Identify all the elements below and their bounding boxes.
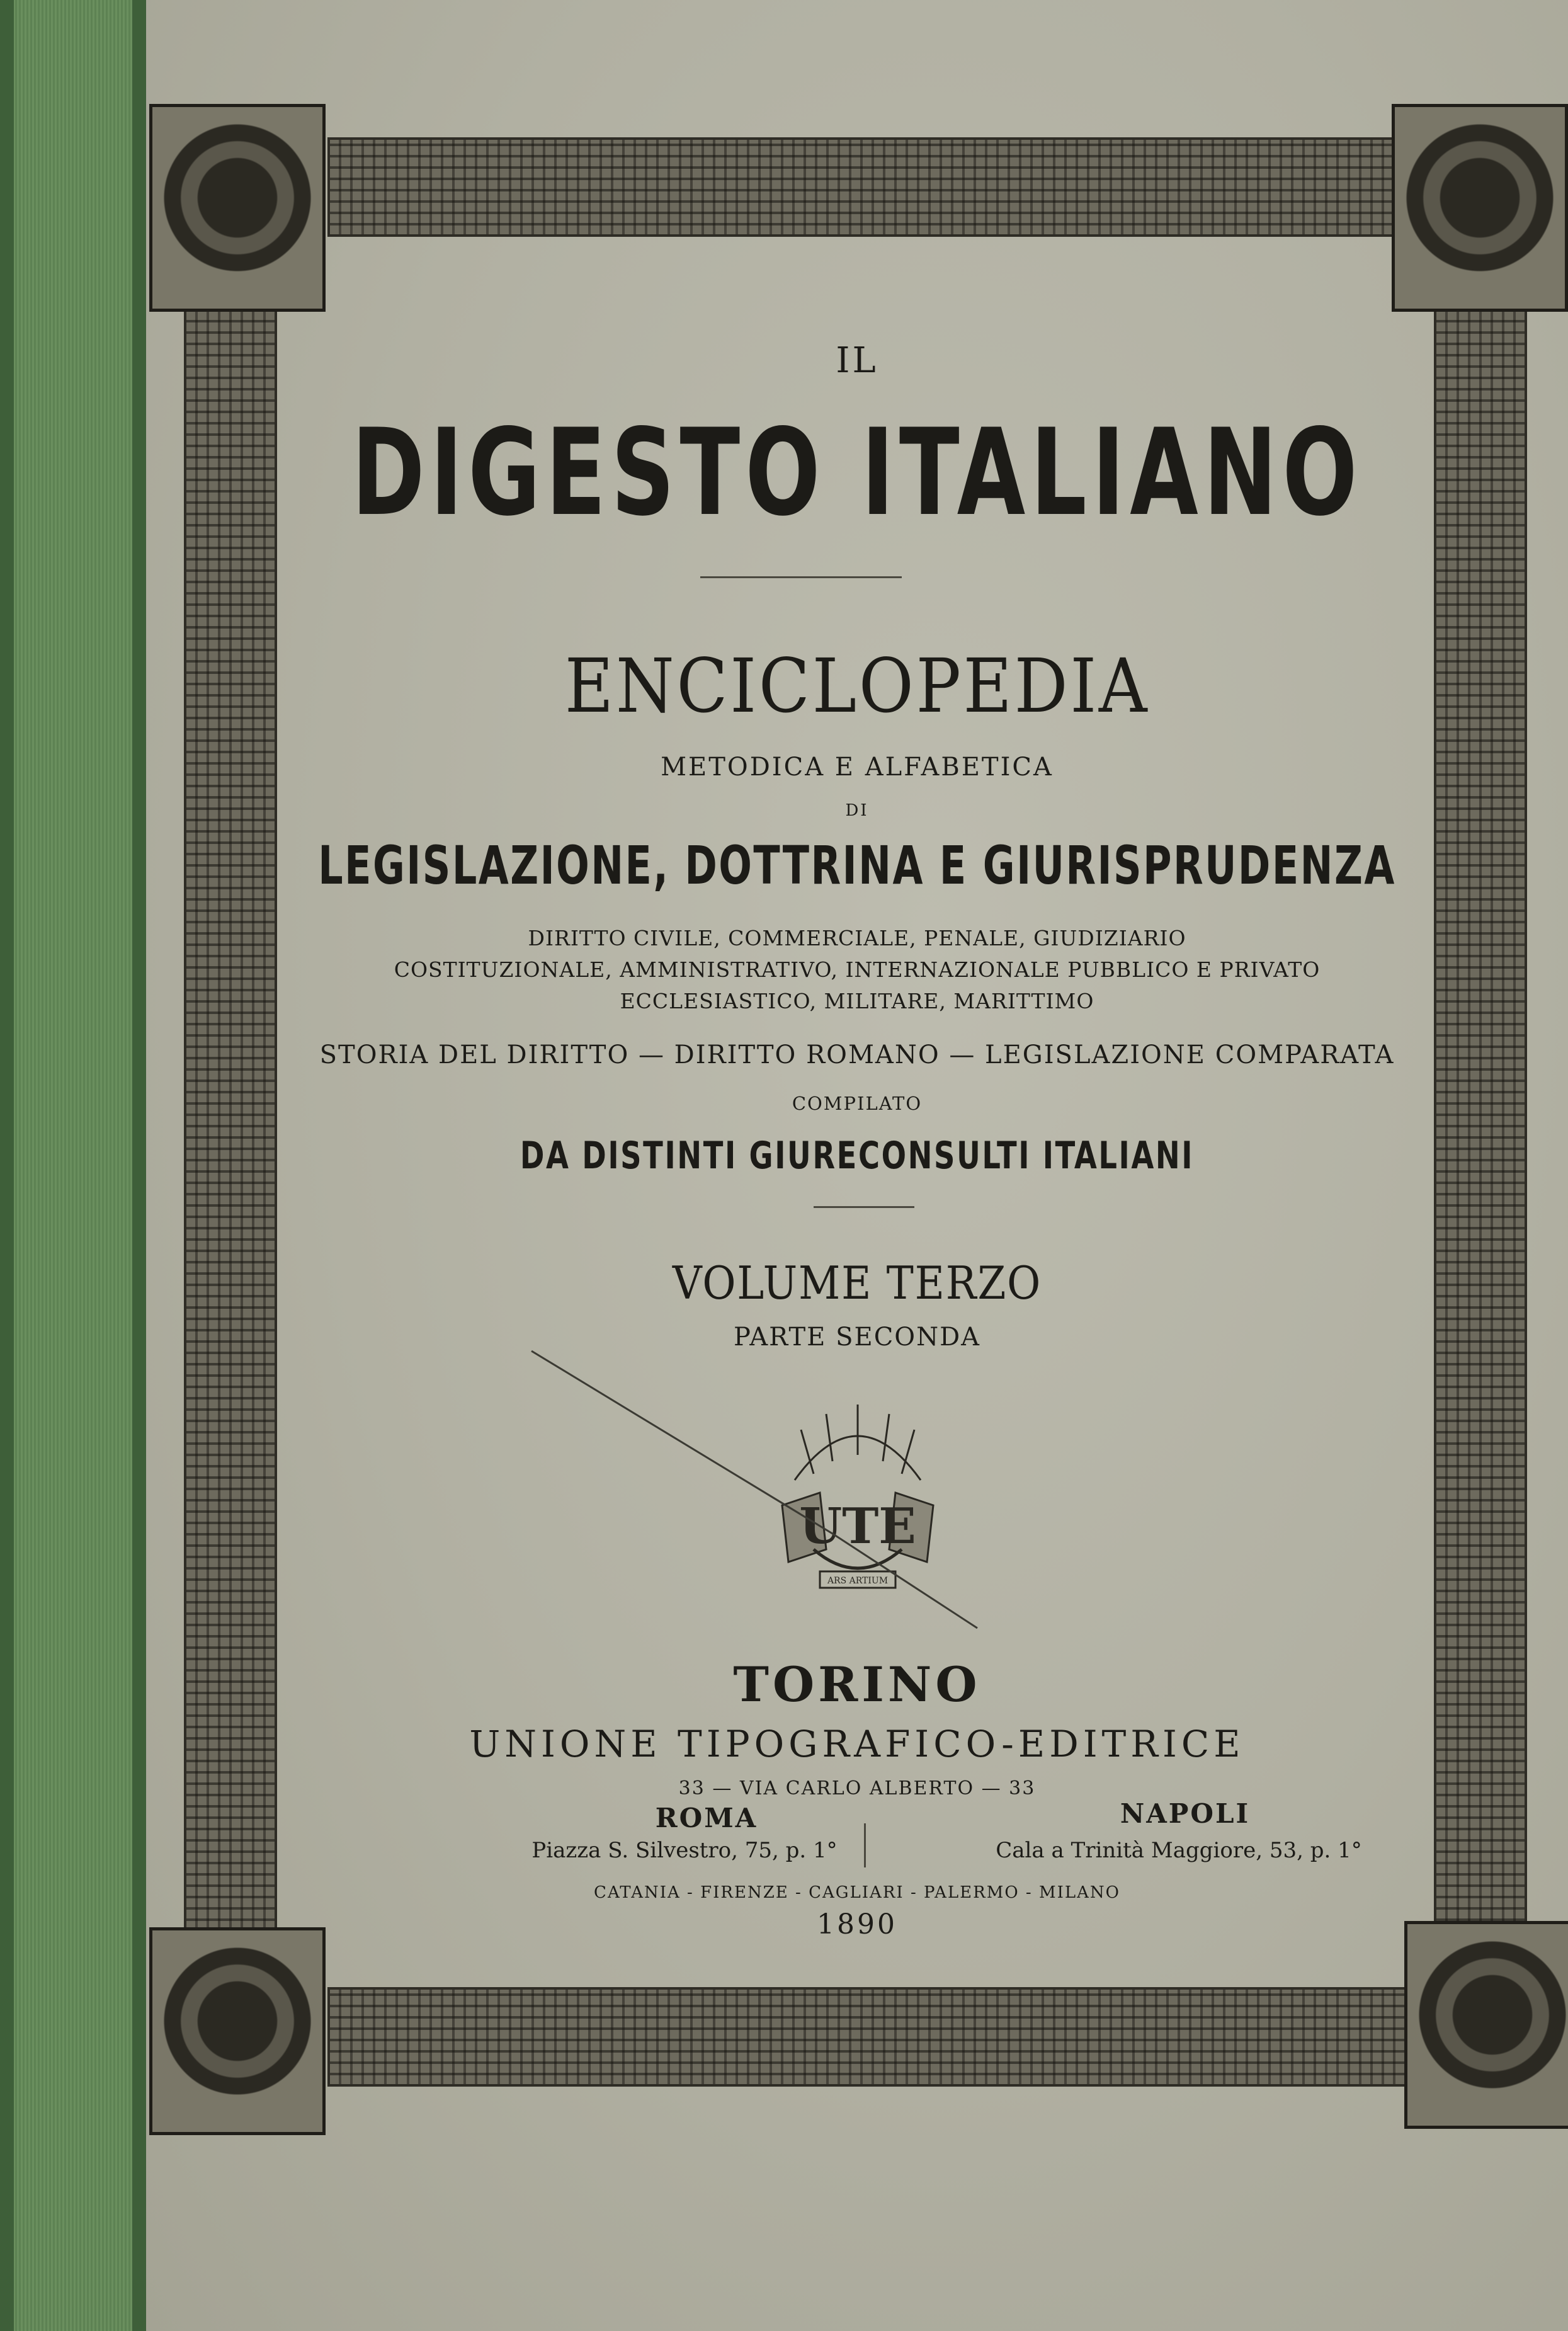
spine-edge-left [0, 0, 14, 2331]
book-cover [146, 0, 1568, 2331]
city-torino: TORINO [733, 1656, 981, 1713]
main-title: DIGESTO ITALIANO [351, 403, 1363, 542]
branches-line-1: DIRITTO CIVILE, COMMERCIALE, PENALE, GIUDIZIARIO [528, 926, 1186, 950]
subtitle: ENCICLOPEDIA [564, 642, 1150, 729]
emblem-motto: ARS ARTIUM [827, 1576, 889, 1586]
branches-line-3: ECCLESIASTICO, MILITARE, MARITTIMO [620, 989, 1094, 1013]
branch-naples-city: NAPOLI [1120, 1798, 1251, 1829]
subtitle-di: DI [845, 801, 869, 820]
publisher-name: UNIONE TIPOGRAFICO-EDITRICE [469, 1723, 1245, 1765]
compiled-label: COMPILATO [792, 1093, 923, 1114]
branch-rome-city: ROMA [655, 1803, 758, 1833]
title-prefix: IL [836, 340, 878, 381]
publisher-address: 33 — VIA CARLO ALBERTO — 33 [678, 1777, 1036, 1799]
subtitle-line-2: METODICA E ALFABETICA [661, 753, 1054, 782]
volume-title: VOLUME TERZO [672, 1257, 1042, 1309]
emblem-letters: UTE [799, 1498, 916, 1555]
part-label: PARTE SECONDA [733, 1323, 981, 1352]
branches-line-2: COSTITUZIONALE, AMMINISTRATIVO, INTERNAZIONALE PUBBLICO E PRIVATO [394, 957, 1321, 982]
subject-heading: LEGISLAZIONE, DOTTRINA E GIURISPRUDENZA [318, 835, 1396, 896]
other-cities: CATANIA - FIRENZE - CAGLIARI - PALERMO - MILANO [594, 1883, 1120, 1902]
publication-year: 1890 [817, 1908, 897, 1941]
cover-scratch [146, 0, 1568, 2331]
spine-edge-right [132, 0, 146, 2331]
branch-rome-address: Piazza S. Silvestro, 75, p. 1° [531, 1838, 838, 1863]
branch-naples-address: Cala a Trinità Maggiore, 53, p. 1° [996, 1838, 1362, 1863]
book-spine-cloth [0, 0, 146, 2331]
authors-line: DA DISTINTI GIURECONSULTI ITALIANI [520, 1134, 1195, 1178]
history-line: STORIA DEL DIRITTO — DIRITTO ROMANO — LEGISLAZIONE COMPARATA [319, 1040, 1395, 1069]
